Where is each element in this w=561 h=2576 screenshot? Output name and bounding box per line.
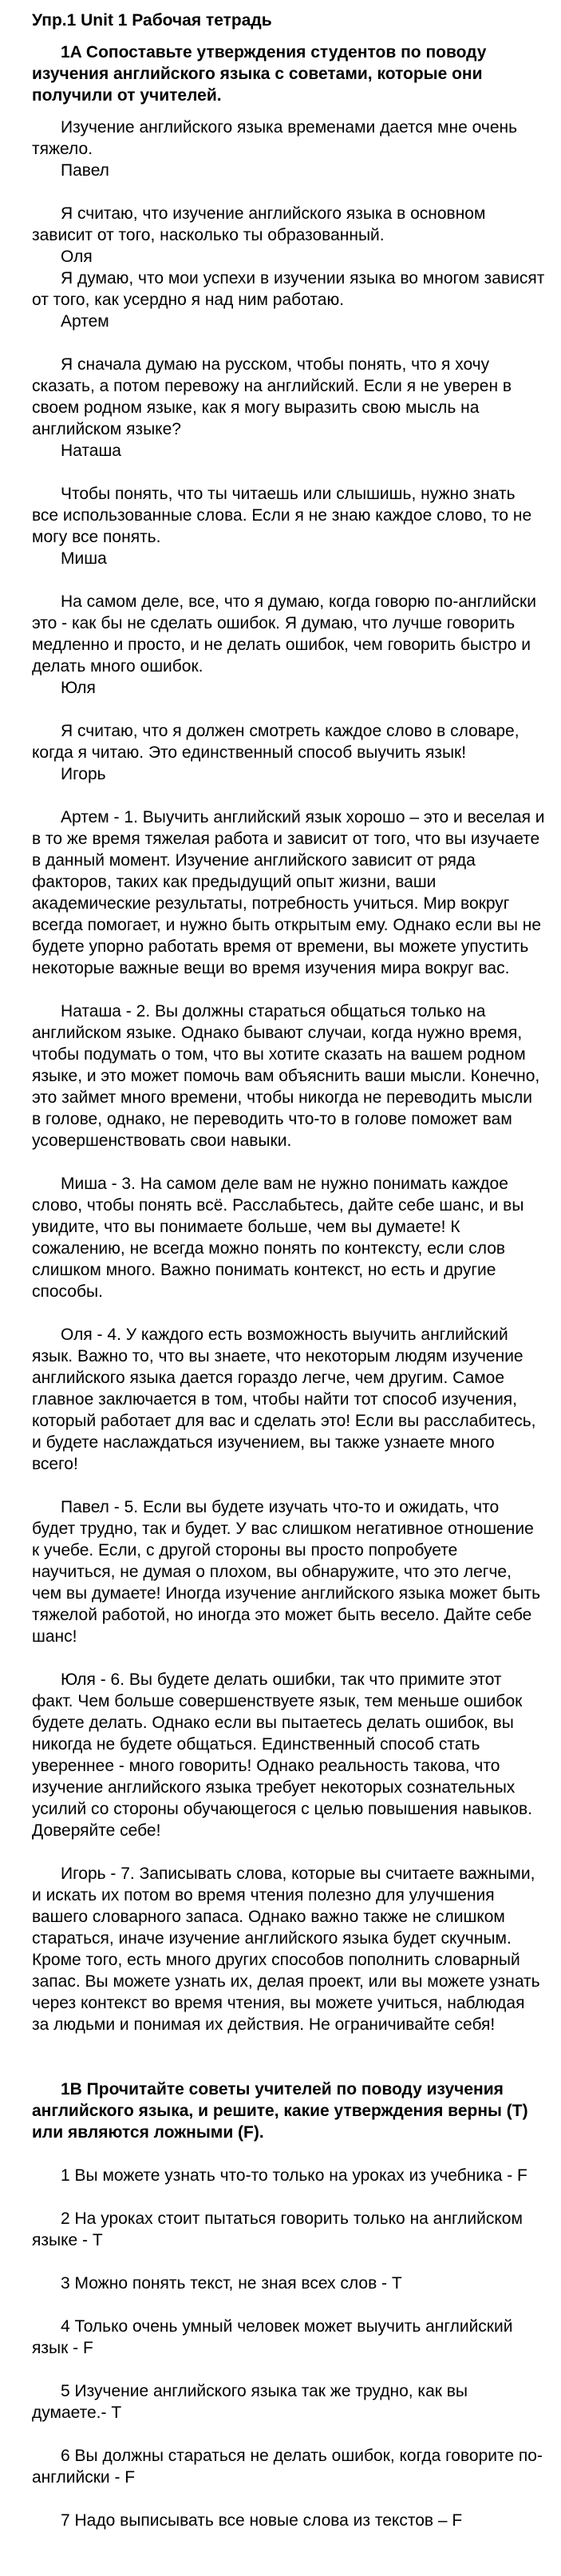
teacher-advice: Игорь - 7. Записывать слова, которые вы считаете важными, и искать их потом во время чтения полезно для улучшения вашего словарного запаса. Однако важно также не слишком стараться, иначе изучение английского языка будет скучным. Кроме того, есть много других способов пополнить словарный запас. Вы можете узнать их, делая проект, или вы можете узнать через контекст во время чтения, вы можете учиться, наблюдая за людьми и понимая их действия. Не ограничивайте себя! xyxy=(32,1865,540,2034)
teacher-advice: Миша - 3. На самом деле вам не нужно понимать каждое слово, чтобы понять всё. Расслабьтесь, дайте себе шанс, и вы увидите, что вы понимаете больше, чем вы думаете! К сожалению, не всегда можно понять по контексту, если слов слишком много. Важно понимать контекст, но есть и другие способы. xyxy=(32,1175,524,1301)
student-name: Юля xyxy=(61,679,96,697)
statement: 6 Вы должны стараться не делать ошибок, когда говорите по-английски - F xyxy=(32,2447,543,2487)
statement: 5 Изучение английского языка так же трудно, как вы думаете.- T xyxy=(32,2382,468,2422)
student-name: Наташа xyxy=(61,442,121,460)
student-quote: Чтобы понять, что ты читаешь или слышишь, нужно знать все использованные слова. Если я не знаю каждое слово, то не могу все понять. xyxy=(32,485,532,546)
student-quote: Я считаю, что я должен смотреть каждое слово в словаре, когда я читаю. Это единственный способ выучить язык! xyxy=(32,722,520,762)
statement: 3 Можно понять текст, не зная всех слов - T xyxy=(61,2274,402,2293)
section-b-heading: 1B Прочитайте советы учителей по поводу изучения английского языка, и решите, какие утверждения верны (T) или являются ложными (F). xyxy=(32,2080,528,2142)
student-quote: Я думаю, что мои успехи в изучении языка во многом зависят от того, как усердно я над ним работаю. xyxy=(32,269,545,309)
section-a-heading: 1A Сопоставьте утверждения студентов по поводу изучения английского языка с советами, которые они получили от учителей. xyxy=(32,43,487,105)
teacher-advice: Наташа - 2. Вы должны стараться общаться только на английском языке. Однако бывают случаи, когда нужно время, чтобы подумать о том, что вы хотите сказать на вашем родном языке, и это может помочь вам объяснить ваши мысли. Конечно, это займет много времени, чтобы никогда не переводить мысли в голове, однако, не переводить что-то в голове поможет вам усовершенствовать свои навыки. xyxy=(32,1002,540,1150)
statement: 7 Надо выписывать все новые слова из текстов – F xyxy=(61,2511,463,2530)
student-quote: Я считаю, что изучение английского языка в основном зависит от того, насколько ты образованный. xyxy=(32,204,486,244)
student-quote: Я сначала думаю на русском, чтобы понять, что я хочу сказать, а потом перевожу на английский. Если я не уверен в своем родном языке, как я могу выразить свою мысль на английском языке? xyxy=(32,355,512,438)
student-name: Павел xyxy=(61,161,109,180)
statement: 4 Только очень умный человек может выучить английский язык - F xyxy=(32,2317,513,2357)
statement: 1 Вы можете узнать что-то только на уроках из учебника - F xyxy=(61,2166,527,2185)
statement: 2 На уроках стоит пытаться говорить только на английском языке - T xyxy=(32,2209,523,2249)
student-name: Артем xyxy=(61,312,109,331)
student-name: Оля xyxy=(61,248,93,266)
student-name: Миша xyxy=(61,549,107,568)
student-quote: На самом деле, все, что я думаю, когда говорю по-английски это - как бы не сделать ошибок. Я думаю, что лучше говорить медленно и просто, и не делать ошибок, чем говорить быстро и делать много ошибок. xyxy=(32,592,536,676)
teacher-advice: Павел - 5. Если вы будете изучать что-то и ожидать, что будет трудно, так и будет. У вас слишком негативное отношение к учебе. Если, с другой стороны вы просто попробуете научиться, не думая о плохом, вы обнаружите, что это легче, чем вы думаете! Иногда изучение английского языка может быть тяжелой работой, но иногда это может быть весело. Дайте себе шанс! xyxy=(32,1498,541,1646)
student-quote: Изучение английского языка временами дается мне очень тяжело. xyxy=(32,118,518,158)
teacher-advice: Артем - 1. Выучить английский язык хорошо – это и веселая и в то же время тяжелая работа и зависит от того, что вы изучаете в данный момент. Изучение английского зависит от ряда факторов, таких как предыдущий опыт жизни, ваши академические результаты, потребность учиться. Мир вокруг всегда помогает, и нужно быть открытым ему. Однако если вы не будете упорно работать время от времени, вы можете упустить некоторые важные вещи во время изучения мира вокруг вас. xyxy=(32,808,545,977)
teacher-advice: Юля - 6. Вы будете делать ошибки, так что примите этот факт. Чем больше совершенствуете язык, тем меньше ошибок будете делать. Однако если вы пытаетесь делать ошибок, вы никогда не будете общаться. Единственный способ стать увереннее - много говорить! Однако реальность такова, что изучение английского языка требует некоторых сознательных усилий со стороны обучающегося с целью повышения навыков. Доверяйте себе! xyxy=(32,1670,533,1840)
document-title: Упр.1 Unit 1 Рабочая тетрадь xyxy=(32,11,272,30)
teacher-advice: Оля - 4. У каждого есть возможность выучить английский язык. Важно то, что вы знаете, что некоторым людям изучение английского языка дается гораздо легче, чем другим. Самое главное заключается в том, чтобы найти тот способ изучения, который работает для вас и сделать это! Если вы расслабитесь, и будете наслаждаться изучением, вы также узнаете много всего! xyxy=(32,1326,536,1473)
student-name: Игорь xyxy=(61,765,106,783)
